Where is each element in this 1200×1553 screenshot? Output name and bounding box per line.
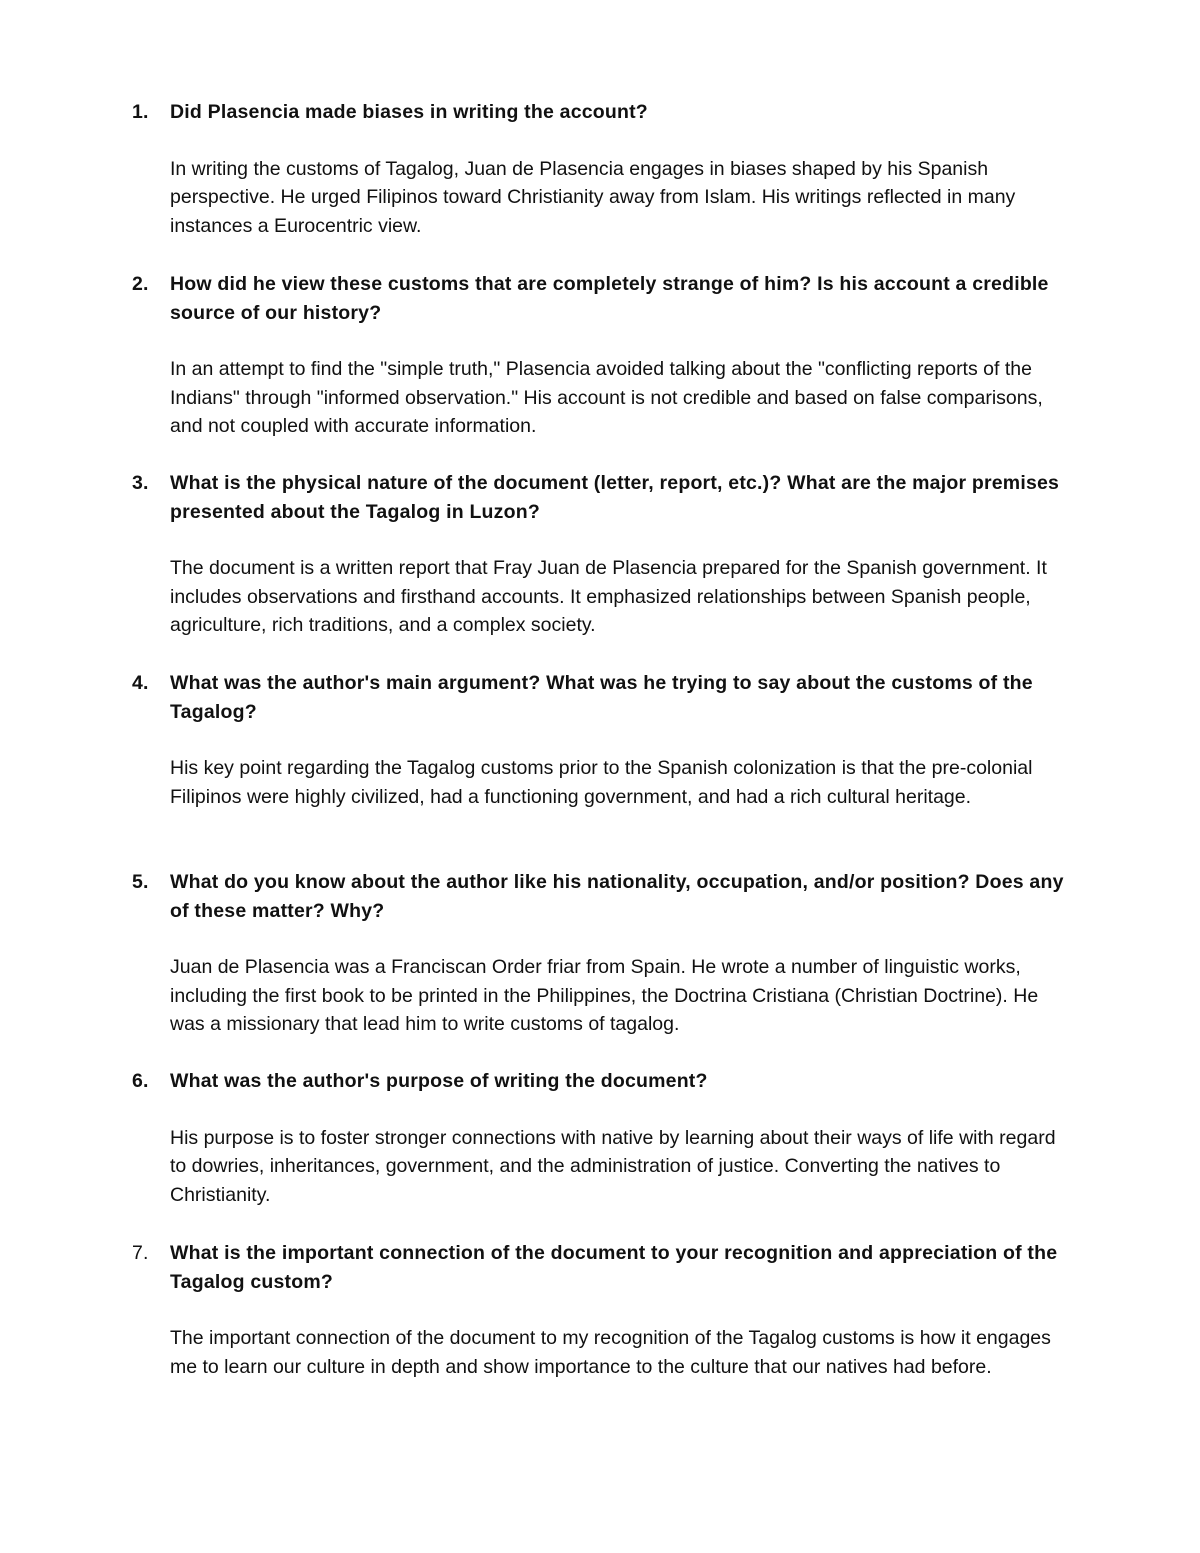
- qa-item-6: [132, 1067, 1072, 1209]
- question-2: [132, 270, 1072, 327]
- question-number: 7.: [132, 1242, 149, 1264]
- qa-item-2: [132, 270, 1072, 441]
- question-text: How did he view these customs that are completely strange of him? Is his account a credible source of our history?: [170, 273, 1049, 324]
- qa-item-1: [132, 98, 1072, 240]
- answer-4: His key point regarding the Tagalog customs prior to the Spanish colonization is that the pre-colonial Filipinos were highly civilized, had a functioning government, and had a rich cultural heritage.: [170, 757, 1033, 808]
- question-number: 2.: [132, 273, 149, 295]
- qa-item-5: [132, 868, 1072, 1039]
- question-1: [132, 98, 1072, 127]
- question-text: What was the author's purpose of writing the document?: [170, 1070, 708, 1092]
- question-4: [132, 669, 1072, 726]
- question-number: 1.: [132, 101, 149, 123]
- question-number: 5.: [132, 871, 149, 893]
- qa-item-4: [132, 669, 1072, 811]
- question-text: What is the important connection of the document to your recognition and appreciation of the Tagalog custom?: [170, 1242, 1058, 1293]
- answer-5: Juan de Plasencia was a Franciscan Order friar from Spain. He wrote a number of linguistic works, including the first book to be printed in the Philippines, the Doctrina Cristiana (Christian Doctrine). He was a missionary that lead him to write customs of tagalog.: [170, 956, 1039, 1035]
- qa-item-3: [132, 469, 1072, 640]
- answer-7: The important connection of the document to my recognition of the Tagalog customs is how it engages me to learn our culture in depth and show importance to the culture that our natives had before.: [170, 1327, 1051, 1378]
- qa-item-7: [132, 1239, 1072, 1381]
- question-6: [132, 1067, 1072, 1096]
- question-text: What is the physical nature of the document (letter, report, etc.)? What are the major premises presented about the Tagalog in Luzon?: [170, 472, 1060, 523]
- question-3: [132, 469, 1072, 526]
- question-number: 4.: [132, 672, 149, 694]
- question-text: What do you know about the author like his nationality, occupation, and/or position? Does any of these matter? Why?: [170, 871, 1064, 922]
- question-number: 6.: [132, 1070, 149, 1092]
- answer-1: In writing the customs of Tagalog, Juan de Plasencia engages in biases shaped by his Spanish perspective. He urged Filipinos toward Christianity away from Islam. His writings reflected in many instances a Eurocentric view.: [170, 157, 1016, 237]
- question-7: [132, 1239, 1072, 1296]
- question-number: 3.: [132, 472, 149, 494]
- question-5: [132, 868, 1072, 925]
- question-text: Did Plasencia made biases in writing the account?: [170, 101, 648, 123]
- question-text: What was the author's main argument? What was he trying to say about the customs of the Tagalog?: [170, 672, 1033, 723]
- answer-3: The document is a written report that Fray Juan de Plasencia prepared for the Spanish government. It includes observations and firsthand accounts. It emphasized relationships between Spanish people, agriculture, rich traditions, and a complex society.: [170, 557, 1047, 636]
- answer-2: In an attempt to find the "simple truth," Plasencia avoided talking about the "conflicting reports of the Indians" through "informed observation." His account is not credible and based on false comparisons, and not coupled with accurate information.: [170, 358, 1043, 437]
- answer-6: His purpose is to foster stronger connections with native by learning about their ways of life with regard to dowries, inheritances, government, and the administration of justice. Converting the natives to Christianity.: [170, 1126, 1056, 1206]
